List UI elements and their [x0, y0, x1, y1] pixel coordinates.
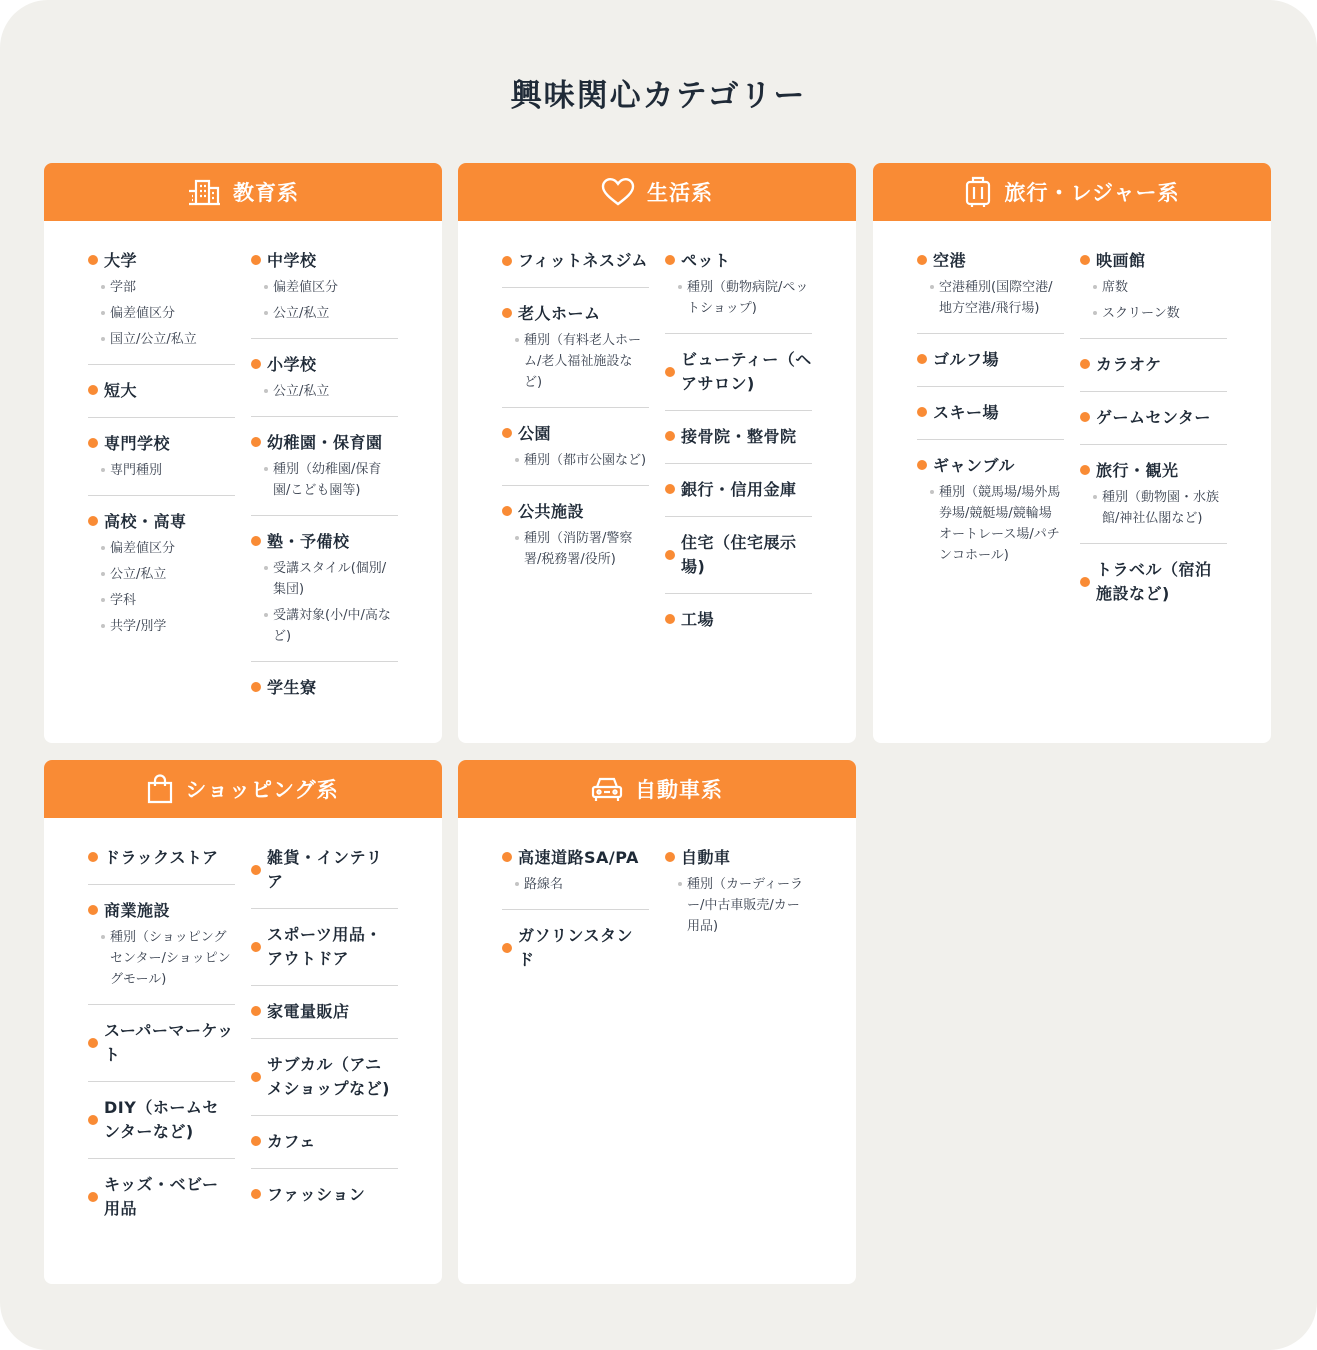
category-item-heading [917, 454, 1064, 478]
bullet-icon [88, 385, 98, 395]
bullet-icon [251, 942, 261, 952]
category-item-heading [502, 924, 649, 972]
category-item-label: 工場 [681, 610, 715, 629]
category-item-label: スポーツ用品・アウトドア [267, 925, 382, 968]
category-item-label: DIY（ホームセンターなど) [104, 1098, 219, 1141]
sub-item-list [1080, 487, 1227, 529]
car-icon [591, 775, 623, 803]
card-header [458, 760, 856, 818]
category-item-label: ゲームセンター [1096, 408, 1211, 427]
category-item-heading [251, 1130, 398, 1154]
bullet-icon [88, 852, 98, 862]
category-item-label: 旅行・観光 [1096, 461, 1179, 480]
category-item [917, 249, 1064, 334]
category-item-heading [665, 478, 812, 502]
category-item [251, 249, 398, 339]
category-item-heading [251, 1000, 398, 1024]
sub-item: 学科 [88, 590, 235, 611]
bullet-icon [665, 852, 675, 862]
bullet-icon [502, 852, 512, 862]
bullet-icon [251, 682, 261, 692]
sub-item: 公立/私立 [251, 381, 398, 402]
sub-item-list [88, 460, 235, 481]
category-item-heading [88, 846, 235, 870]
bullet-icon [251, 437, 261, 447]
category-item [88, 249, 235, 365]
category-item-label: 家電量販店 [267, 1002, 350, 1021]
category-item-heading [88, 1173, 235, 1221]
category-card-travel-leisure [873, 163, 1271, 743]
category-item [251, 1183, 398, 1221]
category-item [1080, 459, 1227, 544]
category-item-heading [251, 846, 398, 894]
category-item-label: 中学校 [267, 251, 317, 270]
category-item-label: ドラックストア [104, 848, 219, 867]
sub-item-list [502, 874, 649, 895]
category-column [665, 846, 812, 951]
sub-item-list [502, 528, 649, 570]
category-item-label: 雑貨・インテリア [267, 848, 383, 891]
category-column [88, 846, 235, 1235]
category-item [665, 478, 812, 517]
category-item [251, 1130, 398, 1169]
bullet-icon [1080, 359, 1090, 369]
category-item-heading [502, 500, 649, 524]
category-item-heading [251, 1183, 398, 1207]
bullet-icon [502, 256, 512, 266]
category-item-label: 高速道路SA/PA [518, 848, 639, 867]
category-item [502, 846, 649, 910]
sub-item: 種別（消防署/警察署/税務署/役所) [502, 528, 649, 570]
category-item [251, 1000, 398, 1039]
category-item-heading [251, 431, 398, 455]
category-item-heading [665, 348, 812, 396]
category-item [665, 425, 812, 464]
category-item-label: 自動車 [681, 848, 731, 867]
category-item-label: 専門学校 [104, 434, 171, 453]
card-header [44, 760, 442, 818]
category-item-heading [251, 249, 398, 273]
category-item-label: キッズ・ベビー用品 [104, 1175, 219, 1218]
category-item [917, 454, 1064, 580]
sub-item: スクリーン数 [1080, 303, 1227, 324]
category-item-label: サブカル（アニメショップなど) [267, 1055, 390, 1098]
bullet-icon [1080, 577, 1090, 587]
bullet-icon [251, 1189, 261, 1199]
category-card-shopping [44, 760, 442, 1284]
bullet-icon [88, 438, 98, 448]
category-item [1080, 406, 1227, 445]
sub-item: 種別（都市公園など) [502, 450, 649, 471]
category-item-label: ガソリンスタンド [518, 926, 634, 969]
sub-item-list [917, 277, 1064, 319]
bullet-icon [251, 359, 261, 369]
category-item-label: 短大 [104, 381, 138, 400]
sub-item-list [917, 482, 1064, 566]
bullet-icon [917, 460, 927, 470]
category-item-heading [1080, 459, 1227, 483]
category-item-label: 幼稚園・保育園 [267, 433, 383, 452]
sub-item: 公立/私立 [88, 564, 235, 585]
category-item [1080, 558, 1227, 620]
sub-item: 席数 [1080, 277, 1227, 298]
category-item-label: 老人ホーム [518, 304, 601, 323]
card-title: 自動車系 [635, 778, 723, 802]
category-item-label: 銀行・信用金庫 [681, 480, 797, 499]
category-column [665, 249, 812, 646]
bullet-icon [1080, 412, 1090, 422]
category-item-heading [1080, 406, 1227, 430]
bullet-icon [88, 1038, 98, 1048]
sub-item: 受講対象(小/中/高など) [251, 605, 398, 647]
category-item [251, 846, 398, 909]
sub-item: 偏差値区分 [88, 538, 235, 559]
sub-item: 公立/私立 [251, 303, 398, 324]
bullet-icon [88, 905, 98, 915]
category-item [251, 923, 398, 986]
category-item-heading [665, 425, 812, 449]
category-item [251, 353, 398, 417]
category-item-label: 商業施設 [104, 901, 171, 920]
category-item-label: 住宅（住宅展示場) [681, 533, 797, 576]
sub-item: 種別（動物病院/ペットショップ) [665, 277, 812, 319]
category-item-heading [88, 1096, 235, 1144]
bullet-icon [251, 255, 261, 265]
sub-item: 国立/公立/私立 [88, 329, 235, 350]
page-title: 興味関心カテゴリー [510, 78, 807, 114]
category-item-label: 公園 [518, 424, 552, 443]
sub-item-list [251, 558, 398, 647]
sub-item: 種別（有料老人ホーム/老人福祉施設など) [502, 330, 649, 393]
sub-item: 種別（ショッピングセンター/ショッピングモール) [88, 927, 235, 990]
category-item-label: ギャンブル [933, 456, 1015, 475]
category-item [251, 530, 398, 662]
bullet-icon [665, 255, 675, 265]
category-column [917, 249, 1064, 580]
category-item-heading [1080, 249, 1227, 273]
card-header [44, 163, 442, 221]
sub-item: 偏差値区分 [251, 277, 398, 298]
bullet-icon [917, 255, 927, 265]
category-item-label: ファッション [267, 1185, 366, 1204]
category-item [88, 510, 235, 651]
category-item-heading [251, 923, 398, 971]
category-item [665, 348, 812, 411]
category-item-label: 接骨院・整骨院 [681, 427, 797, 446]
sub-item-list [502, 450, 649, 471]
sub-item-list [88, 927, 235, 990]
category-item-label: 学生寮 [267, 678, 317, 697]
sub-item-list [88, 538, 235, 637]
sub-item-list [502, 330, 649, 393]
category-item-heading [917, 249, 1064, 273]
sub-item: 空港種別(国際空港/地方空港/飛行場) [917, 277, 1064, 319]
sub-item: 学部 [88, 277, 235, 298]
category-item [88, 1019, 235, 1082]
category-item [88, 379, 235, 418]
bullet-icon [502, 428, 512, 438]
heart-icon [601, 177, 635, 207]
category-item [251, 431, 398, 516]
category-item-label: ビューティー（ヘアサロン) [681, 350, 812, 393]
category-item-heading [502, 249, 649, 273]
category-item-heading [251, 676, 398, 700]
sub-item: 種別（競馬場/場外馬券場/競艇場/競輪場 オートレース場/パチンコホール) [917, 482, 1064, 566]
category-item [88, 899, 235, 1005]
category-item-label: 公共施設 [518, 502, 585, 521]
category-item [88, 1173, 235, 1235]
category-item-heading [88, 249, 235, 273]
category-column [1080, 249, 1227, 620]
bullet-icon [502, 943, 512, 953]
bullet-icon [1080, 255, 1090, 265]
bullet-icon [917, 354, 927, 364]
shopping-bag-icon [147, 774, 173, 804]
category-column [251, 249, 398, 714]
category-item [502, 924, 649, 986]
card-title: ショッピング系 [185, 778, 339, 802]
category-item-heading [251, 530, 398, 554]
suitcase-icon [964, 176, 992, 208]
category-item-label: カラオケ [1096, 355, 1162, 374]
sub-item: 種別（カーディーラー/中古車販売/カー用品) [665, 874, 812, 937]
category-item-label: 映画館 [1096, 251, 1146, 270]
category-card-automobile [458, 760, 856, 1284]
category-item [502, 422, 649, 486]
category-item-label: スーパーマーケット [104, 1021, 234, 1064]
category-item-heading [88, 899, 235, 923]
category-item [251, 676, 398, 714]
bullet-icon [665, 484, 675, 494]
card-header [458, 163, 856, 221]
category-item-heading [665, 846, 812, 870]
bullet-icon [502, 506, 512, 516]
category-item-heading [502, 302, 649, 326]
category-item-heading [665, 249, 812, 273]
category-item-heading [88, 510, 235, 534]
sub-item: 種別（幼稚園/保育園/こども園等) [251, 459, 398, 501]
sub-item-list [251, 381, 398, 402]
sub-item-list [88, 277, 235, 350]
bullet-icon [251, 1072, 261, 1082]
sub-item-list [1080, 277, 1227, 324]
category-item-heading [251, 1053, 398, 1101]
category-item [88, 1096, 235, 1159]
sub-item: 専門種別 [88, 460, 235, 481]
category-column [88, 249, 235, 651]
bullet-icon [665, 614, 675, 624]
category-item [917, 401, 1064, 440]
category-item-label: 空港 [933, 251, 967, 270]
bullet-icon [665, 550, 675, 560]
category-item-label: カフェ [267, 1132, 316, 1151]
category-item [665, 531, 812, 594]
category-item [665, 249, 812, 334]
bullet-icon [665, 431, 675, 441]
sub-item-list [251, 277, 398, 324]
bullet-icon [917, 407, 927, 417]
sub-item: 受講スタイル(個別/集団) [251, 558, 398, 600]
category-item [502, 302, 649, 408]
category-item-heading [502, 846, 649, 870]
category-item-heading [917, 348, 1064, 372]
sub-item: 路線名 [502, 874, 649, 895]
bullet-icon [88, 516, 98, 526]
card-title: 生活系 [647, 181, 713, 205]
category-card-life [458, 163, 856, 743]
category-item [88, 846, 235, 885]
category-item-heading [251, 353, 398, 377]
category-item [917, 348, 1064, 387]
building-icon [187, 178, 221, 206]
category-item-label: 高校・高専 [104, 512, 187, 531]
card-title: 旅行・レジャー系 [1004, 181, 1180, 205]
category-item [502, 500, 649, 584]
category-item-heading [88, 1019, 235, 1067]
sub-item-list [665, 277, 812, 319]
category-item-label: ゴルフ場 [933, 350, 1000, 369]
category-item [502, 249, 649, 288]
category-item [251, 1053, 398, 1116]
bullet-icon [251, 1136, 261, 1146]
sub-item: 共学/別学 [88, 616, 235, 637]
category-item [1080, 249, 1227, 339]
category-item-heading [88, 432, 235, 456]
bullet-icon [251, 536, 261, 546]
category-item-label: ペット [681, 251, 731, 270]
category-item-heading [88, 379, 235, 403]
sub-item-list [251, 459, 398, 501]
bullet-icon [88, 1115, 98, 1125]
category-column [502, 249, 649, 584]
category-item-heading [665, 608, 812, 632]
category-item-heading [1080, 353, 1227, 377]
category-item-label: 小学校 [267, 355, 317, 374]
category-item [665, 846, 812, 951]
category-item-label: 塾・予備校 [267, 532, 350, 551]
bullet-icon [88, 1192, 98, 1202]
bullet-icon [665, 367, 675, 377]
bullet-icon [88, 255, 98, 265]
card-header [873, 163, 1271, 221]
category-item [665, 608, 812, 646]
card-title: 教育系 [233, 181, 299, 205]
category-item-heading [502, 422, 649, 446]
category-item-label: 大学 [104, 251, 138, 270]
category-item-label: フィットネスジム [518, 251, 648, 270]
bullet-icon [251, 865, 261, 875]
category-item [1080, 353, 1227, 392]
bullet-icon [1080, 465, 1090, 475]
category-column [502, 846, 649, 986]
category-item-label: トラベル（宿泊施設など) [1096, 560, 1212, 603]
sub-item: 種別（動物園・水族館/神社仏閣など) [1080, 487, 1227, 529]
category-item [88, 432, 235, 496]
category-card-education [44, 163, 442, 743]
category-item-heading [1080, 558, 1227, 606]
category-item-heading [665, 531, 812, 579]
sub-item-list [665, 874, 812, 937]
bullet-icon [502, 308, 512, 318]
category-column [251, 846, 398, 1221]
category-item-heading [917, 401, 1064, 425]
bullet-icon [251, 1006, 261, 1016]
sub-item: 偏差値区分 [88, 303, 235, 324]
category-item-label: スキー場 [933, 403, 1000, 422]
